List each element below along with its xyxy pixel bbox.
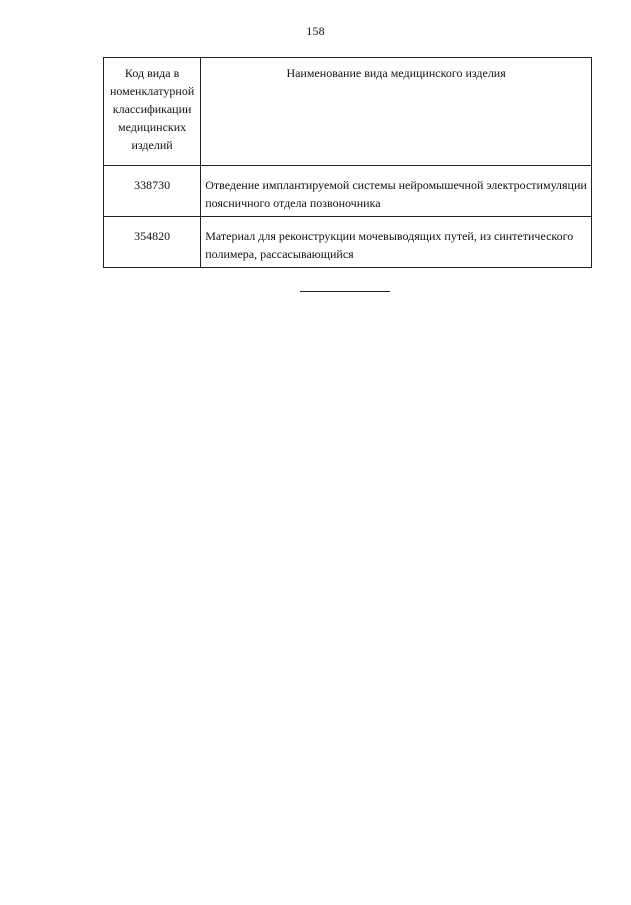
header-code: Код вида в номенклатурной классификации медицинских изделий xyxy=(104,58,201,166)
table-row xyxy=(104,217,592,268)
header-name: Наименование вида медицинского изделия xyxy=(201,58,592,166)
cell-code: 338730 xyxy=(104,166,201,217)
table-header-row xyxy=(104,58,592,166)
end-of-document-rule xyxy=(300,291,390,292)
cell-name: Отведение имплантируемой системы нейромышечной электростимуляции поясничного отдела позвоночника xyxy=(201,166,592,217)
medical-devices-table xyxy=(103,57,592,268)
table-row xyxy=(104,166,592,217)
cell-code: 354820 xyxy=(104,217,201,268)
cell-name: Материал для реконструкции мочевыводящих путей, из синтетического полимера, рассасывающийся xyxy=(201,217,592,268)
page-number: 158 xyxy=(306,24,325,38)
